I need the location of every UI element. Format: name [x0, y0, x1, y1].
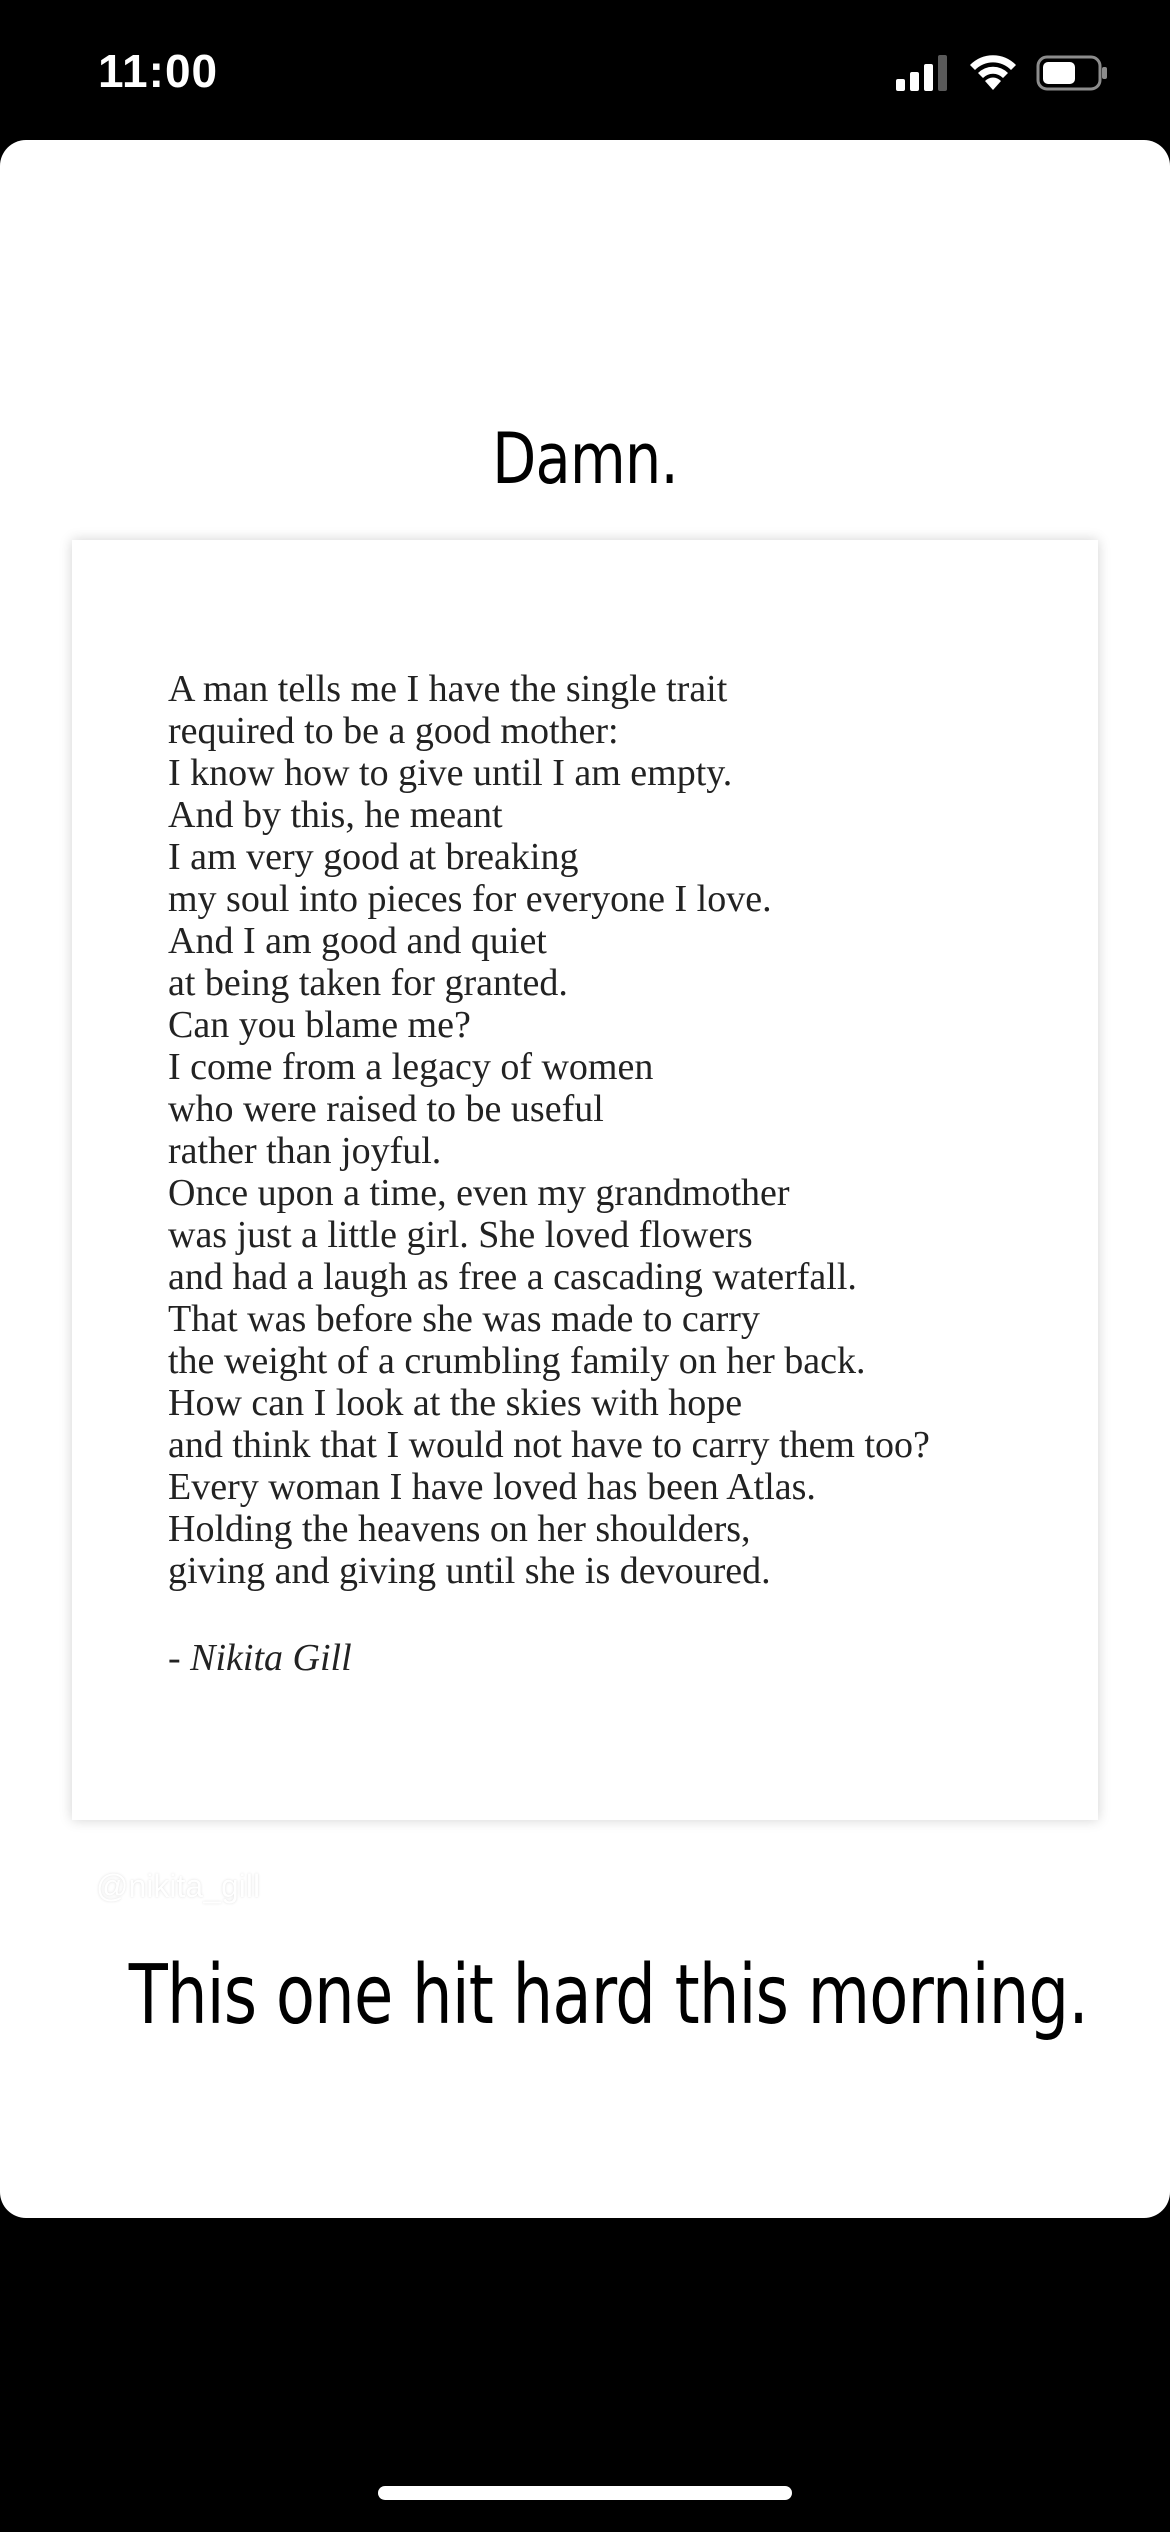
- poem-image: [72, 540, 1098, 1820]
- poem-line: And I am good and quiet: [168, 920, 547, 962]
- poem-line: How can I look at the skies with hope: [168, 1382, 743, 1424]
- poem-line: and think that I would not have to carry them too?: [168, 1424, 930, 1466]
- poem-line: Once upon a time, even my grandmother: [168, 1172, 790, 1214]
- poem-line: giving and giving until she is devoured.: [168, 1550, 771, 1592]
- poem-text: [168, 668, 1068, 1592]
- poem-line: Can you blame me?: [168, 1004, 471, 1046]
- status-bar: [0, 0, 1170, 140]
- poem-line: That was before she was made to carry: [168, 1298, 760, 1340]
- poem-line: And by this, he meant: [168, 794, 503, 836]
- watermark-handle: @nikita_gill: [96, 1868, 261, 1904]
- home-indicator[interactable]: [378, 2486, 792, 2500]
- poem-line: A man tells me I have the single trait: [168, 668, 728, 710]
- poem-line: Every woman I have loved has been Atlas.: [168, 1466, 816, 1508]
- status-time: 11:00: [98, 45, 219, 97]
- poem-line: and had a laugh as free a cascading waterfall.: [168, 1256, 857, 1298]
- poem-line: was just a little girl. She loved flowers: [168, 1214, 753, 1256]
- poem-line: my soul into pieces for everyone I love.: [168, 878, 772, 920]
- wifi-icon: [968, 54, 1018, 92]
- poem-line: Holding the heavens on her shoulders,: [168, 1508, 751, 1550]
- story-card[interactable]: [0, 140, 1170, 2218]
- caption-bottom: This one hit hard this morning.: [128, 1948, 1088, 2043]
- caption-top: Damn.: [492, 418, 678, 500]
- battery-icon: [1036, 54, 1108, 92]
- poem-line: I am very good at breaking: [168, 836, 579, 878]
- cellular-signal-icon: [896, 55, 950, 91]
- poem-author: - Nikita Gill: [168, 1637, 352, 1679]
- poem-line: at being taken for granted.: [168, 962, 568, 1004]
- poem-line: required to be a good mother:: [168, 710, 619, 752]
- poem-line: the weight of a crumbling family on her back.: [168, 1340, 866, 1382]
- poem-line: I come from a legacy of women: [168, 1046, 654, 1088]
- poem-line: rather than joyful.: [168, 1130, 442, 1172]
- status-icons: [896, 50, 1108, 96]
- poem-line: I know how to give until I am empty.: [168, 752, 733, 794]
- poem-line: who were raised to be useful: [168, 1088, 604, 1130]
